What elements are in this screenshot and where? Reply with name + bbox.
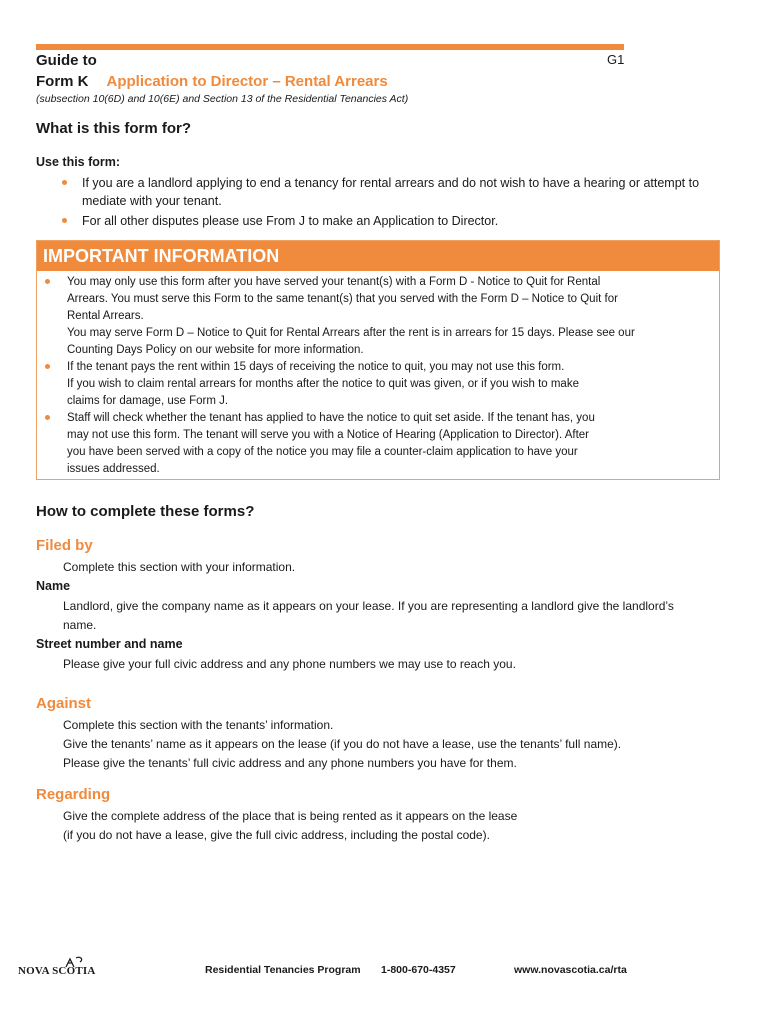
street-instructions: Please give your full civic address and any phone numbers we may use to reach you. xyxy=(63,657,516,671)
list-item: If you are a landlord applying to end a tenancy for rental arrears and do not wish to have a hearing or attempt to mediate with your tenant. xyxy=(56,174,716,210)
form-code: Form K xyxy=(36,73,89,90)
logo-text: NOVA SCOTIA xyxy=(18,965,96,977)
important-info-box xyxy=(36,240,720,480)
bullet-icon xyxy=(62,218,67,223)
use-form-list xyxy=(56,174,716,232)
nova-scotia-logo xyxy=(18,956,98,984)
filed-by-intro: Complete this section with your information. xyxy=(63,560,296,574)
against-heading: Against xyxy=(36,695,92,712)
footer-program: Residential Tenancies Program xyxy=(205,964,361,976)
list-item: Staff will check whether the tenant has applied to have the notice to quit set aside. If the tenant has, you may not use this form. The tenant will serve you with a Notice of Hearing (Application to Director). After you have been served with a copy of the notice you may file a counter-claim application to have your issues addressed. xyxy=(41,410,713,478)
application-title: Application to Director – Rental Arrears xyxy=(106,73,388,90)
guide-header xyxy=(36,50,388,92)
regarding-heading: Regarding xyxy=(36,786,111,803)
filed-by-heading: Filed by xyxy=(36,537,93,554)
name-instructions: Landlord, give the company name as it appears on your lease. If you are representing a landlord give the landlord’s name. xyxy=(63,599,674,632)
regarding-instructions: Give the complete address of the place that is being rented as it appears on the lease (if you do not have a lease, give the full civic address, including the postal code). xyxy=(63,809,518,842)
use-form-label: Use this form: xyxy=(36,155,121,169)
page-code: G1 xyxy=(607,52,625,67)
against-instructions: Complete this section with the tenants’ information. Give the tenants’ name as it appears on the lease (if you do not have a lease, use the tenants’ full name). Please give the tenants’ full civic address and any phone numbers you have for them. xyxy=(63,718,622,770)
subsection-reference: (subsection 10(6D) and 10(6E) and Section 13 of the Residential Tenancies Act) xyxy=(36,93,409,105)
list-item: You may only use this form after you have served your tenant(s) with a Form D - Notice to Quit for Rental Arrears. You must serve this Form to the same tenant(s) that you served with the Form D – Notice to Quit for Rental Arrears. You may serve Form D – Notice to Quit for Rental Arrears after the rent is in arrears for 15 days. Please see our Counting Days Policy on our website for more information. xyxy=(41,274,713,359)
street-label: Street number and name xyxy=(36,637,183,651)
form-title-line xyxy=(36,71,388,92)
bullet-icon xyxy=(62,180,67,185)
bullet-icon xyxy=(45,364,50,369)
bullet-icon xyxy=(45,415,50,420)
guide-line: Guide to xyxy=(36,52,97,69)
list-item: If the tenant pays the rent within 15 days of receiving the notice to quit, you may not use this form. If you wish to claim rental arrears for months after the notice to quit was given, or if you wish to make claims for damage, use Form J. xyxy=(41,359,713,410)
important-info-title: IMPORTANT INFORMATION xyxy=(37,241,719,271)
footer-website[interactable]: www.novascotia.ca/rta xyxy=(514,964,627,976)
important-info-list xyxy=(37,271,719,478)
footer-phone: 1-800-670-4357 xyxy=(381,964,456,976)
name-label: Name xyxy=(36,579,71,593)
what-for-heading: What is this form for? xyxy=(36,120,191,137)
list-item: For all other disputes please use From J to make an Application to Director. xyxy=(56,212,716,230)
how-to-heading: How to complete these forms? xyxy=(36,503,255,520)
bullet-icon xyxy=(45,279,50,284)
